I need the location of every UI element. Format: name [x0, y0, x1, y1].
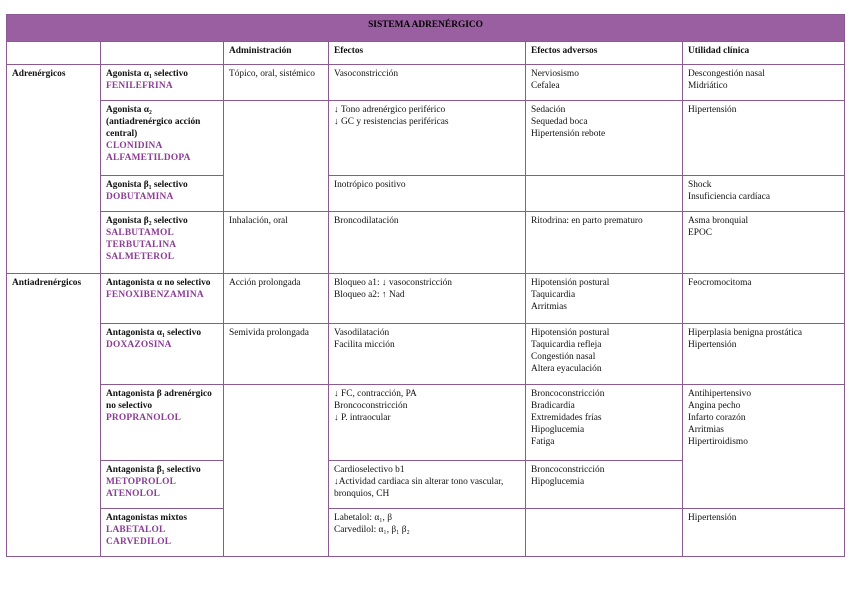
drug-category: Agonista α₁ selectivo	[106, 69, 188, 79]
header-group	[7, 42, 101, 65]
table-title: SISTEMA ADRENÉRGICO	[7, 15, 845, 42]
adverse-line: Broncoconstricción	[531, 465, 605, 475]
clinical-line: Hipertensión	[688, 105, 737, 115]
drug-name: FENOXIBENZAMINA	[106, 290, 204, 300]
drug-name: DOXAZOSINA	[106, 340, 172, 350]
effects-cell	[329, 212, 526, 274]
clinical-line: EPOC	[688, 228, 712, 238]
clinical-use-cell	[683, 101, 845, 176]
effects-cell	[329, 101, 526, 176]
table-row	[7, 65, 845, 101]
table-row	[7, 385, 845, 461]
group-label: Adrenérgicos	[7, 65, 101, 274]
drug-name: SALBUTAMOL	[106, 228, 174, 238]
drug-cell	[101, 274, 224, 324]
clinical-use-cell	[683, 385, 845, 509]
administration-cell: Acción prolongada	[224, 274, 329, 324]
adrenergic-table	[6, 14, 845, 557]
drug-cell	[101, 101, 224, 176]
effects-line: Vasodilatación	[334, 328, 390, 338]
header-drug	[101, 42, 224, 65]
adverse-effects-cell	[526, 274, 683, 324]
effects-cell	[329, 324, 526, 385]
drug-name: TERBUTALINA	[106, 240, 177, 250]
drug-category: Agonista β₁ selectivo	[106, 180, 188, 190]
drug-name: PROPRANOLOL	[106, 413, 182, 423]
adverse-line: Taquicardia refleja	[531, 340, 602, 350]
effects-line: Bloqueo a1: ↓ vasoconstricción	[334, 278, 452, 288]
drug-name: ALFAMETILDOPA	[106, 153, 191, 163]
adverse-line: Sequedad boca	[531, 117, 588, 127]
effects-cell	[329, 65, 526, 101]
drug-name: CARVEDILOL	[106, 537, 172, 547]
table-row	[7, 324, 845, 385]
adverse-effects-cell	[526, 212, 683, 274]
effects-line: ↓ FC, contracción, PA	[334, 389, 417, 399]
table-row	[7, 509, 845, 557]
clinical-use-cell	[683, 274, 845, 324]
drug-cell	[101, 385, 224, 461]
adverse-effects-cell	[526, 461, 683, 509]
drug-category: Agonista α₂ (antiadrenérgico acción central)	[106, 105, 201, 139]
effects-line: Carvedilol: α₁, β₁ β₂	[334, 525, 410, 535]
clinical-line: Hiperplasia benigna prostática	[688, 328, 803, 338]
administration-cell: Inhalación, oral	[224, 212, 329, 274]
effects-line: Bloqueo a2: ↑ Nad	[334, 290, 405, 300]
adverse-line: Altera eyaculación	[531, 364, 602, 374]
drug-category: Antagonista α₁ selectivo	[106, 328, 202, 338]
table-row	[7, 101, 845, 176]
adverse-line: Extremidades frías	[531, 413, 602, 423]
effects-line: Broncoconstricción	[334, 401, 408, 411]
header-administration: Administración	[224, 42, 329, 65]
adverse-line: Broncoconstricción	[531, 389, 605, 399]
table-row	[7, 176, 845, 212]
administration-cell: Semivida prolongada	[224, 324, 329, 385]
clinical-line: Shock	[688, 180, 712, 190]
adverse-line: Hipotensión postural	[531, 328, 610, 338]
effects-line: Vasoconstricción	[334, 69, 399, 79]
drug-cell	[101, 212, 224, 274]
effects-line: ↓Actividad cardiaca sin alterar tono vascular, bronquios, CH	[334, 477, 504, 499]
administration-cell	[224, 101, 329, 212]
clinical-line: Midriático	[688, 81, 728, 91]
table-row	[7, 274, 845, 324]
clinical-use-cell	[683, 324, 845, 385]
header-clinical-use: Utilidad clínica	[683, 42, 845, 65]
drug-category: Agonista β₂ selectivo	[106, 216, 188, 226]
clinical-use-cell	[683, 212, 845, 274]
clinical-line: Antihipertensivo	[688, 389, 752, 399]
adverse-line: Hipertensión rebote	[531, 129, 606, 139]
effects-line: ↓ P. intraocular	[334, 413, 391, 423]
drug-category: Antagonistas mixtos	[106, 513, 187, 523]
drug-category: Antagonista β adrenérgico no selectivo	[106, 389, 212, 411]
clinical-line: Feocromocitoma	[688, 278, 752, 288]
clinical-line: Asma bronquial	[688, 216, 749, 226]
adverse-line: Hipoglucemia	[531, 477, 585, 487]
drug-name: FENILEFRINA	[106, 81, 173, 91]
drug-cell	[101, 461, 224, 509]
clinical-line: Hipertiroidismo	[688, 437, 748, 447]
effects-cell	[329, 176, 526, 212]
header-effects: Efectos	[329, 42, 526, 65]
clinical-use-cell	[683, 65, 845, 101]
clinical-line: Angina pecho	[688, 401, 741, 411]
adverse-effects-cell	[526, 324, 683, 385]
clinical-line: Arritmias	[688, 425, 724, 435]
adverse-line: Bradicardia	[531, 401, 575, 411]
clinical-line: Insuficiencia cardíaca	[688, 192, 770, 202]
clinical-line: Hipertensión	[688, 340, 737, 350]
clinical-line: Hipertensión	[688, 513, 737, 523]
adverse-line: Fatiga	[531, 437, 555, 447]
effects-line: Cardioselectivo b1	[334, 465, 405, 475]
adverse-line: Congestión nasal	[531, 352, 596, 362]
effects-line: Labetalol: α₁, β	[334, 513, 392, 523]
adverse-line: Arritmias	[531, 302, 567, 312]
effects-cell	[329, 509, 526, 557]
header-row	[7, 42, 845, 65]
adverse-effects-cell	[526, 509, 683, 557]
drug-cell	[101, 324, 224, 385]
drug-name: METOPROLOL	[106, 477, 177, 487]
drug-name: ATENOLOL	[106, 489, 161, 499]
adverse-line: Nerviosismo	[531, 69, 579, 79]
adverse-line: Taquicardia	[531, 290, 576, 300]
effects-cell	[329, 385, 526, 461]
effects-cell	[329, 461, 526, 509]
drug-name: CLONIDINA	[106, 141, 163, 151]
drug-name: DOBUTAMINA	[106, 192, 174, 202]
drug-cell	[101, 65, 224, 101]
clinical-line: Infarto corazón	[688, 413, 746, 423]
adverse-line: Cefalea	[531, 81, 560, 91]
drug-category: Antagonista α no selectivo	[106, 278, 211, 288]
header-adverse-effects: Efectos adversos	[526, 42, 683, 65]
drug-category: Antagonista β₁ selectivo	[106, 465, 201, 475]
drug-cell	[101, 176, 224, 212]
effects-line: ↓ GC y resistencias periféricas	[334, 117, 449, 127]
drug-name: LABETALOL	[106, 525, 166, 535]
adverse-line: Sedación	[531, 105, 566, 115]
administration-cell	[224, 385, 329, 557]
group-label: Antiadrenérgicos	[7, 274, 101, 557]
effects-cell	[329, 274, 526, 324]
effects-line: Broncodilatación	[334, 216, 399, 226]
effects-line: ↓ Tono adrenérgico periférico	[334, 105, 446, 115]
adverse-effects-cell	[526, 101, 683, 176]
table-row	[7, 212, 845, 274]
adverse-line: Hipotensión postural	[531, 278, 610, 288]
adverse-line: Ritodrina: en parto prematuro	[531, 216, 643, 226]
adverse-effects-cell	[526, 176, 683, 212]
effects-line: Inotrópico positivo	[334, 180, 406, 190]
clinical-use-cell	[683, 176, 845, 212]
effects-line: Facilita micción	[334, 340, 395, 350]
adverse-line: Hipoglucemia	[531, 425, 585, 435]
administration-cell: Tópico, oral, sistémico	[224, 65, 329, 101]
clinical-line: Descongestión nasal	[688, 69, 765, 79]
drug-cell	[101, 509, 224, 557]
adverse-effects-cell	[526, 385, 683, 461]
clinical-use-cell	[683, 509, 845, 557]
drug-name: SALMETEROL	[106, 252, 175, 262]
adverse-effects-cell	[526, 65, 683, 101]
